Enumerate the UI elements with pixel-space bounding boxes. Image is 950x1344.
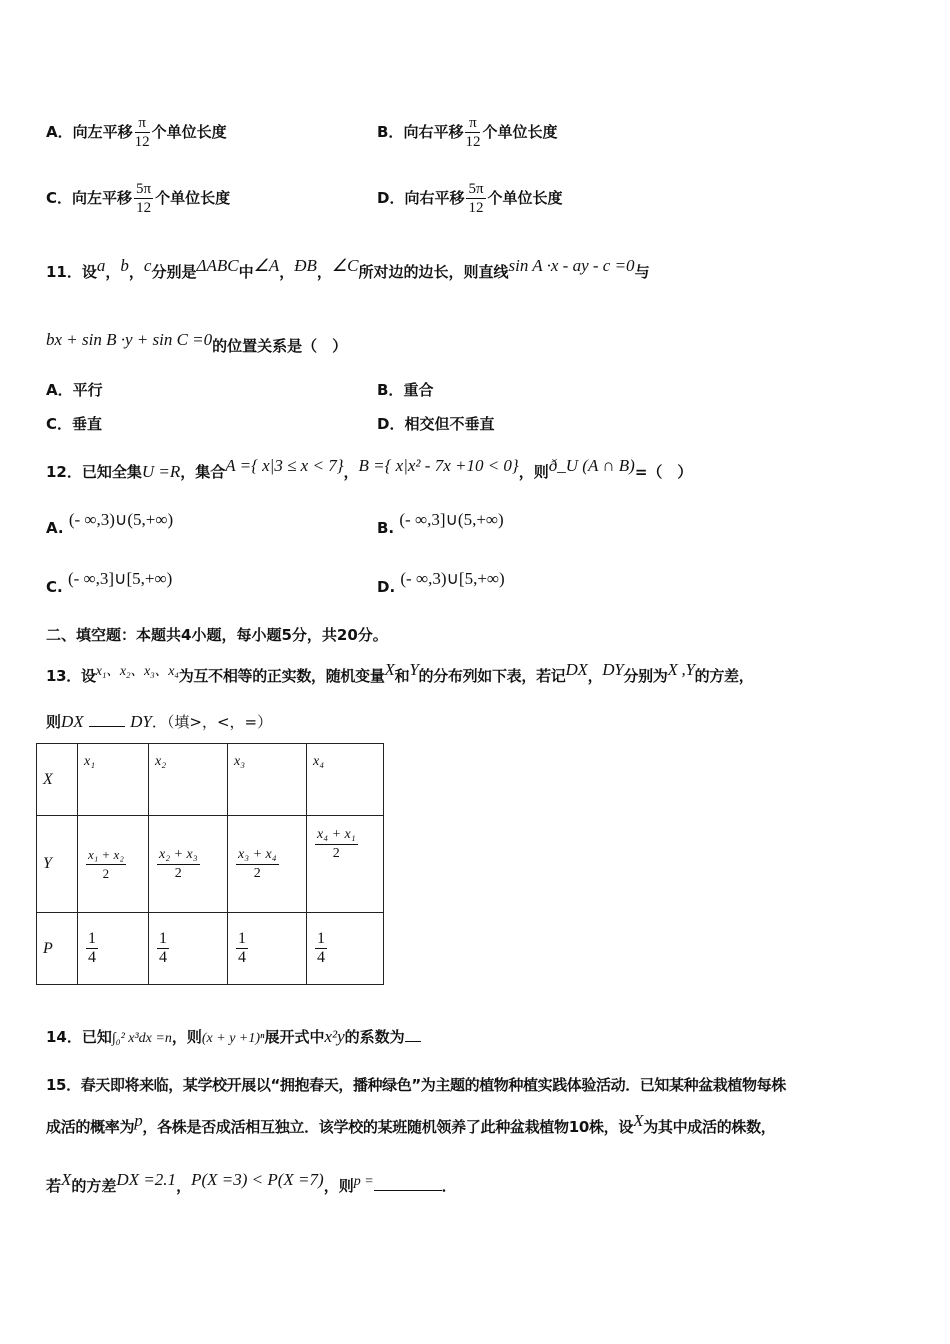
option-label: C． bbox=[46, 189, 73, 207]
option-text: 个单位长度 bbox=[482, 123, 558, 141]
text: 所对边的边长，则直线 bbox=[358, 263, 509, 281]
q14-stem bbox=[46, 1026, 421, 1047]
table-cell: x₃ bbox=[228, 744, 307, 816]
option-label: B． bbox=[377, 123, 404, 141]
option-label: D. bbox=[377, 578, 396, 596]
text: ， bbox=[279, 263, 295, 281]
table-row-p bbox=[37, 913, 384, 985]
text: ， bbox=[316, 263, 332, 281]
denominator: 4 bbox=[88, 949, 96, 966]
math: X ,Y bbox=[667, 660, 695, 679]
option-text: 垂直 bbox=[72, 415, 103, 433]
math: ð_U (A ∩ B) bbox=[548, 456, 635, 475]
numerator: x₄ + x₁ bbox=[315, 826, 358, 845]
text: 则 bbox=[46, 713, 62, 731]
section-heading: 二、填空题：本题共4小题，每小题5分，共20分。 bbox=[46, 626, 388, 644]
text: 14．已知 bbox=[46, 1028, 112, 1046]
denominator: 12 bbox=[136, 200, 152, 216]
numerator: 5π bbox=[136, 181, 152, 197]
text: 的分布列如下表，若记 bbox=[418, 667, 566, 685]
math: P(X =3) < P(X =7) bbox=[191, 1170, 324, 1189]
math: x²y bbox=[324, 1027, 345, 1046]
denominator: 2 bbox=[174, 865, 182, 881]
denominator: 4 bbox=[238, 949, 246, 966]
math: DY bbox=[130, 712, 152, 731]
math: b bbox=[120, 256, 129, 275]
math: ∠C bbox=[331, 256, 359, 275]
math: ∫₀² x³dx =n bbox=[111, 1031, 172, 1046]
option-text: 个单位长度 bbox=[151, 123, 227, 141]
option-label: C. bbox=[46, 578, 63, 596]
denominator: 2 bbox=[253, 865, 261, 881]
text: ，则 bbox=[323, 1177, 354, 1195]
text: ， bbox=[587, 667, 603, 685]
row-header: Y bbox=[37, 816, 78, 913]
denominator: 2 bbox=[102, 865, 110, 881]
option-label: D． bbox=[377, 189, 405, 207]
math: Y bbox=[409, 660, 419, 679]
option-label: A． bbox=[46, 123, 73, 141]
table-cell bbox=[149, 816, 228, 913]
table-cell bbox=[149, 913, 228, 985]
fraction bbox=[134, 180, 153, 217]
numerator: π bbox=[135, 114, 150, 133]
math: U =R bbox=[141, 462, 181, 481]
q12-option-b[interactable] bbox=[377, 510, 504, 537]
math: A ={ x|3 ≤ x < 7} bbox=[225, 456, 344, 475]
q11-option-b[interactable] bbox=[377, 379, 433, 400]
text: ， bbox=[343, 463, 359, 481]
row-header: P bbox=[37, 913, 78, 985]
denominator: 12 bbox=[465, 134, 481, 150]
numerator: 5π bbox=[468, 181, 484, 197]
option-text: (- ∞,3)∪(5,+∞) bbox=[68, 510, 174, 529]
math: p bbox=[134, 1111, 143, 1130]
denominator: 12 bbox=[134, 134, 150, 150]
denominator: 4 bbox=[317, 949, 325, 966]
option-text: 个单位长度 bbox=[155, 189, 231, 207]
numerator: x₂ + x₃ bbox=[157, 846, 200, 865]
q10-option-a[interactable] bbox=[46, 114, 227, 151]
text: 12．已知全集 bbox=[46, 463, 142, 481]
text: =（ ） bbox=[634, 463, 693, 481]
q10-option-d[interactable] bbox=[377, 180, 563, 217]
answer-blank[interactable] bbox=[405, 1041, 421, 1042]
text: 的方差， bbox=[694, 667, 754, 685]
text: 成活的概率为 bbox=[46, 1118, 135, 1136]
text: 若 bbox=[46, 1177, 62, 1195]
q10-option-b[interactable] bbox=[377, 114, 557, 151]
option-text: 向右平移 bbox=[403, 123, 464, 141]
text: ， bbox=[105, 263, 121, 281]
text: 的系数为 bbox=[344, 1028, 405, 1046]
math: DX =2.1 bbox=[116, 1170, 177, 1189]
text: 和 bbox=[394, 667, 410, 685]
math: ΔABC bbox=[196, 256, 239, 275]
text: 分别为 bbox=[623, 667, 668, 685]
math: DX bbox=[565, 660, 588, 679]
q15-stem-line2 bbox=[46, 1111, 776, 1137]
table-cell bbox=[228, 816, 307, 913]
option-label: B． bbox=[377, 381, 404, 399]
distribution-table bbox=[36, 743, 384, 985]
numerator: 1 bbox=[88, 930, 96, 947]
math: B ={ x|x² - 7x +10 < 0} bbox=[358, 456, 519, 475]
denominator: 4 bbox=[159, 949, 167, 966]
fraction bbox=[466, 180, 485, 217]
math: c bbox=[143, 256, 152, 275]
q12-option-c[interactable] bbox=[46, 569, 172, 596]
text: ， bbox=[176, 1177, 192, 1195]
answer-blank[interactable] bbox=[89, 726, 125, 727]
text: ，集合 bbox=[180, 463, 226, 481]
text: 11．设 bbox=[46, 263, 97, 281]
table-cell: x₁ bbox=[78, 744, 149, 816]
denominator: 12 bbox=[468, 200, 484, 216]
table-cell bbox=[307, 913, 384, 985]
text: 13．设 bbox=[46, 667, 96, 685]
q11-stem-line1 bbox=[46, 256, 650, 282]
q15-stem-line3 bbox=[46, 1170, 457, 1196]
table-cell bbox=[78, 816, 149, 913]
q12-option-a[interactable] bbox=[46, 510, 173, 537]
math: bx + sin B ·y + sin C =0 bbox=[46, 330, 213, 349]
option-label: C． bbox=[46, 415, 73, 433]
option-text: 相交但不垂直 bbox=[404, 415, 495, 433]
math: (x + y +1)ⁿ bbox=[201, 1031, 265, 1046]
option-text: 向左平移 bbox=[72, 189, 133, 207]
math: p = bbox=[353, 1174, 374, 1189]
row-header: X bbox=[37, 744, 78, 816]
option-text: 平行 bbox=[72, 381, 103, 399]
numerator: 1 bbox=[238, 930, 246, 947]
math: x₁、x₂、x₃、x₄ bbox=[95, 664, 179, 679]
q12-option-d[interactable] bbox=[377, 569, 505, 596]
table-cell: x₄ bbox=[307, 744, 384, 816]
text: 的位置关系是（ ） bbox=[212, 337, 348, 355]
math: ÐB bbox=[294, 256, 317, 275]
numerator: 1 bbox=[317, 930, 325, 947]
q11-stem-line2 bbox=[46, 330, 347, 356]
numerator: x₃ + x₄ bbox=[236, 846, 279, 865]
text: 为互不相等的正实数，随机变量 bbox=[178, 667, 385, 685]
numerator: x₁ + x₂ bbox=[86, 846, 126, 865]
q10-option-c[interactable] bbox=[46, 180, 230, 217]
text: ， bbox=[128, 263, 144, 281]
answer-blank[interactable] bbox=[374, 1190, 442, 1191]
option-text: 个单位长度 bbox=[487, 189, 563, 207]
option-label: A． bbox=[46, 381, 73, 399]
option-label: B. bbox=[377, 519, 395, 537]
q11-option-a[interactable] bbox=[46, 379, 103, 400]
q13-stem-line1 bbox=[46, 660, 753, 686]
numerator: π bbox=[465, 114, 480, 133]
text: ，各株是否成活相互独立．该学校的某班随机领养了此种盆栽植物10株，设 bbox=[142, 1118, 634, 1136]
math: sin A ·x - ay - c =0 bbox=[508, 256, 635, 275]
text: ．（填>，<，=） bbox=[151, 713, 273, 731]
text: 的方差 bbox=[71, 1177, 117, 1195]
option-text: 向右平移 bbox=[404, 189, 465, 207]
table-row-x bbox=[37, 744, 384, 816]
math: X bbox=[384, 660, 395, 679]
text: 为其中成活的株数， bbox=[643, 1118, 776, 1136]
q11-option-c[interactable] bbox=[46, 413, 102, 434]
table-cell bbox=[228, 913, 307, 985]
math: X bbox=[633, 1111, 644, 1130]
option-label: D． bbox=[377, 415, 405, 433]
math: DY bbox=[602, 660, 624, 679]
option-text: (- ∞,3]∪(5,+∞) bbox=[399, 510, 504, 529]
q12-stem bbox=[46, 456, 692, 482]
math: X bbox=[61, 1170, 72, 1189]
denominator: 2 bbox=[332, 846, 340, 861]
text: ，则 bbox=[171, 1028, 202, 1046]
q15-stem-line1: 15．春天即将来临，某学校开展以“拥抱春天，播种绿色”为主题的植物种植实践体验活动．已知某种盆栽植物每株 bbox=[46, 1076, 786, 1094]
math: a bbox=[96, 256, 106, 275]
text: 分别是 bbox=[151, 263, 197, 281]
text: 与 bbox=[634, 263, 650, 281]
text: 展开式中 bbox=[264, 1028, 325, 1046]
option-text: (- ∞,3]∪[5,+∞) bbox=[67, 569, 173, 588]
text: ． bbox=[441, 1177, 457, 1195]
fraction bbox=[465, 114, 480, 151]
text: 中 bbox=[238, 263, 254, 281]
table-cell bbox=[78, 913, 149, 985]
math: DX bbox=[61, 712, 84, 731]
fraction bbox=[135, 114, 150, 151]
q11-option-d[interactable] bbox=[377, 413, 494, 434]
table-cell: x₂ bbox=[149, 744, 228, 816]
text: ，则 bbox=[518, 463, 549, 481]
table-row-y bbox=[37, 816, 384, 913]
option-text: 重合 bbox=[403, 381, 434, 399]
q13-stem-line2 bbox=[46, 711, 272, 732]
table-cell bbox=[307, 816, 384, 913]
numerator: 1 bbox=[159, 930, 167, 947]
option-text: (- ∞,3)∪[5,+∞) bbox=[400, 569, 505, 588]
math: ∠A bbox=[253, 256, 280, 275]
option-label: A. bbox=[46, 519, 64, 537]
option-text: 向左平移 bbox=[72, 123, 133, 141]
